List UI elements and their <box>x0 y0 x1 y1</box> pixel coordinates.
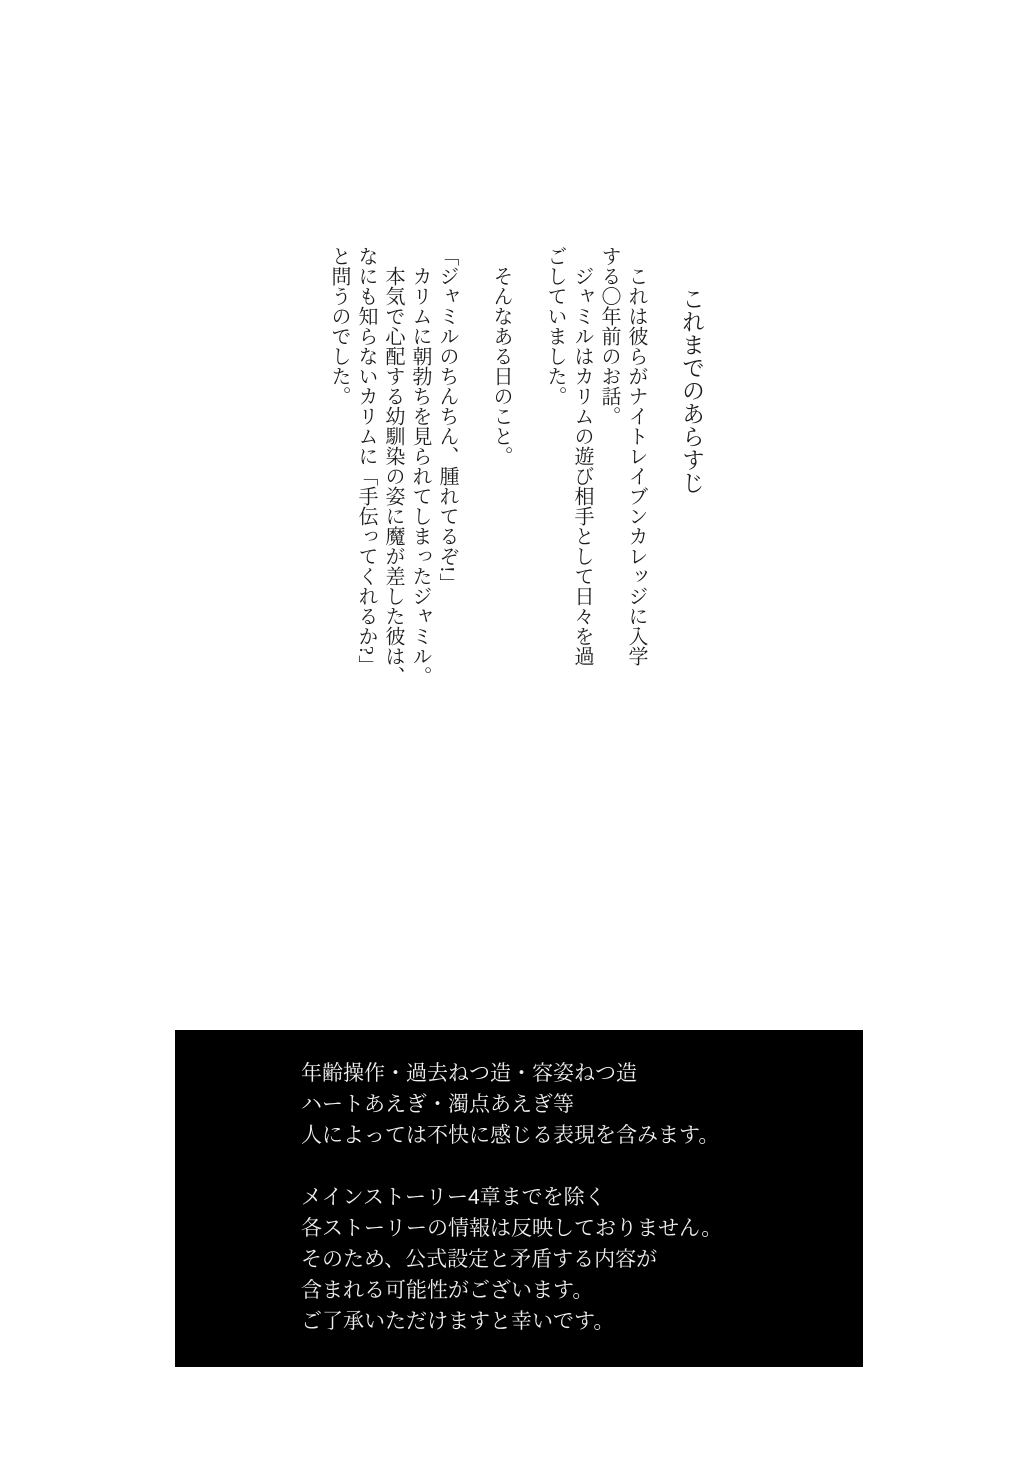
synopsis-vertical-line: する〇年前のお話。 <box>598 246 620 426</box>
disclaimer-box <box>175 1030 863 1367</box>
synopsis-vertical-line: これまでのあらすじ <box>679 287 704 495</box>
disclaimer-line: 含まれる可能性がございます。 <box>301 1279 594 1302</box>
synopsis-vertical-line <box>649 246 676 678</box>
synopsis-vertical-line <box>460 246 487 678</box>
synopsis-vertical-line: ごしていました。 <box>544 246 566 406</box>
disclaimer-line: ハートあえぎ・濁点あえぎ等 <box>301 1093 574 1116</box>
synopsis-vertical-line: 「ジャミルのちんちん、腫れてるぞ!」 <box>436 246 458 593</box>
synopsis-vertical-line: 本気で心配する幼馴染の姿に魔が差した彼は、 <box>382 266 404 686</box>
disclaimer-line: そのため、公式設定と矛盾する内容が <box>301 1248 658 1271</box>
disclaimer-line: 年齢操作・過去ねつ造・容姿ねつ造 <box>301 1062 637 1085</box>
disclaimer-line: ご了承いただけますと幸いです。 <box>301 1310 615 1333</box>
synopsis-vertical-line: なにも知らないカリムに「手伝ってくれるか?」 <box>355 246 377 675</box>
synopsis-block <box>325 246 706 686</box>
synopsis-vertical-line: ジャミルはカリムの遊び相手として日々を過 <box>571 266 593 666</box>
disclaimer-line: 人によっては不快に感じる表現を含みます。 <box>301 1124 720 1147</box>
disclaimer-line: メインストーリー4章までを除く <box>301 1186 606 1209</box>
synopsis-vertical-line <box>514 246 541 678</box>
synopsis-vertical-line: カリムに朝勃ちを見られてしまったジャミル。 <box>409 266 431 686</box>
synopsis-vertical-line: そんなある日のこと。 <box>490 266 512 466</box>
disclaimer-line: 各ストーリーの情報は反映しておりません。 <box>301 1217 723 1240</box>
synopsis-vertical-line: これは彼らがナイトレイブンカレッジに入学 <box>625 266 647 666</box>
synopsis-vertical-line: と問うのでした。 <box>328 246 350 406</box>
disclaimer-line <box>301 1151 843 1182</box>
